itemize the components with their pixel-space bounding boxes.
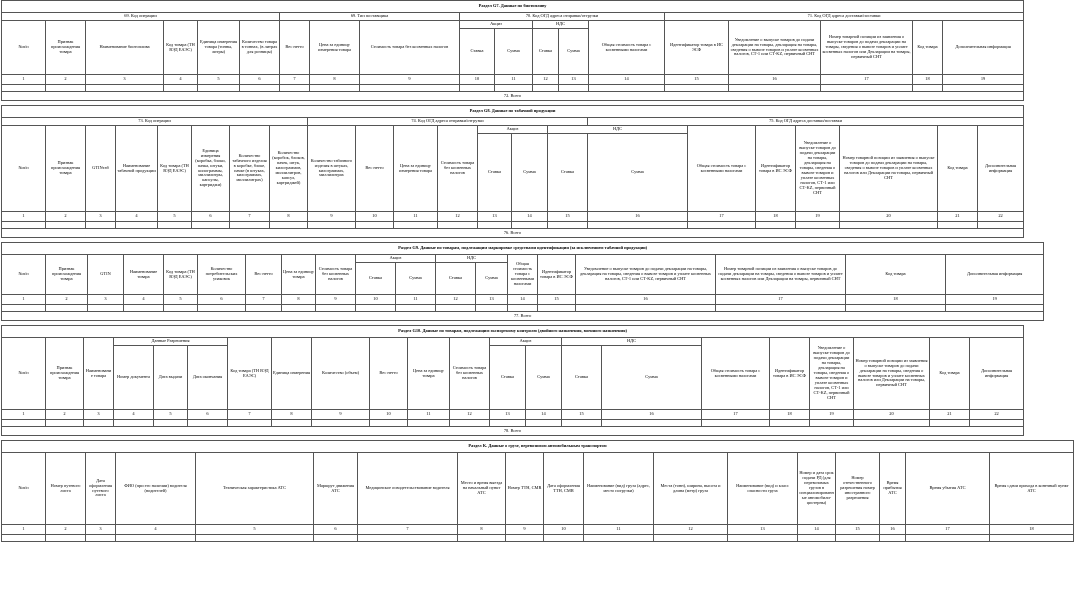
g8-num: 19	[796, 212, 840, 222]
g7-num: 6	[240, 75, 280, 85]
g10-num: 19	[810, 410, 854, 420]
g9-col-n: №п/п	[2, 255, 46, 295]
k-col-arrival: Время прибытия АТС	[880, 453, 906, 525]
g7-group-fuel-type: 69. Тип поставщика	[280, 13, 460, 21]
k-num: 15	[836, 525, 880, 535]
g9-col-vat-rate: Ставка	[436, 263, 476, 295]
k-col-route: Маршрут движения АТС	[314, 453, 358, 525]
g8-col-ex-sum: Сумма	[512, 134, 548, 212]
g8-col-price: Цена за единицу измерения товара	[394, 126, 438, 212]
g10-col-notice: Уведомление о выпуске товаров до подачи декларации на товары, декларация на товары, сведения о вывозе товаров и уплате косвенных налогов, СТ-1 или СТ-KZ, первичный СНТ	[810, 338, 854, 410]
g7-num: 4	[164, 75, 198, 85]
g7-col-extra: Дополнительная информация	[943, 21, 1024, 75]
g10-col-ex-sum: Сумма	[526, 346, 562, 410]
g8-col-cost: Стоимость товара без косвенных налогов	[438, 126, 478, 212]
g8-col-qty-items: Количество табачного изделия в штуках, килограммах, миллилитрах	[308, 126, 356, 212]
g10-col-qty: Количество (объем)	[312, 338, 370, 410]
g8-num: 6	[192, 212, 230, 222]
k-col-places: Места (тонн), ширина, высота и длина (метр) груза	[654, 453, 728, 525]
g10-num: 9	[312, 410, 370, 420]
g8-num: 22	[978, 212, 1024, 222]
form-page	[1, 0, 1069, 542]
k-num: 13	[728, 525, 798, 535]
g7-group-excise: Акциз	[460, 21, 533, 29]
k-num: 4	[116, 525, 196, 535]
k-col-ttn-date: Дата оформления ТТН, CMR	[544, 453, 584, 525]
g8-group-ogd-dest: 75. Код ОГД адреса доставки/поставки	[588, 118, 1024, 126]
g7-col-net: Вес нетто	[280, 21, 310, 75]
g9-num: 7	[246, 295, 282, 305]
g8-col-code: Код товара (ТН ВЭД ЕАЭС)	[158, 126, 192, 212]
g7-num: 7	[280, 75, 310, 85]
g7-group-vat: НДС	[533, 21, 589, 29]
g7-col-goods-code: Код товара	[913, 21, 943, 75]
g10-col-unit: Единица измерения	[272, 338, 312, 410]
g7-data-row	[2, 85, 1024, 92]
g9-group-vat: НДС	[436, 255, 508, 263]
g8-col-is-esf: Идентификатор товара в ИС ЭСФ	[756, 126, 796, 212]
g9-col-vat-sum: Сумма	[476, 263, 508, 295]
g10-num: 2	[46, 410, 84, 420]
g10-num: 6	[188, 410, 228, 420]
g9-col-extra: Дополнительная информация	[946, 255, 1044, 295]
g7-col-name: Наименование биотоплива	[86, 21, 164, 75]
g9-col-is-esf: Идентификатор товара в ИС ЭСФ	[538, 255, 576, 295]
g8-col-n: №п/п	[2, 126, 46, 212]
g9-number-row	[2, 295, 1044, 305]
g8-num: 17	[688, 212, 756, 222]
g10-num: 21	[930, 410, 970, 420]
g9-data-row	[2, 305, 1044, 312]
g8-num: 20	[840, 212, 938, 222]
g10-col-vat-rate: Ставка	[562, 346, 602, 410]
k-num: 6	[314, 525, 358, 535]
g9-num: 14	[508, 295, 538, 305]
g9-col-notice: Уведомление о выпуске товаров до подачи декларации на товары, декларация на товары, сведения о вывозе товаров и уплате косвенных налогов, СТ-1 или СТ-KZ, первичный СНТ	[576, 255, 716, 295]
g7-num: 13	[559, 75, 589, 85]
k-number-row	[2, 525, 1074, 535]
g9-group-excise: Акциз	[356, 255, 436, 263]
g7-group-op: 69. Код операции	[2, 13, 280, 21]
g10-col-net: Вес нетто	[370, 338, 408, 410]
g7-col-total: Общая стоимость товара с косвенными налогами	[589, 21, 665, 75]
g8-num: 9	[308, 212, 356, 222]
g10-num: 14	[526, 410, 562, 420]
g9-num: 15	[538, 295, 576, 305]
g10-total: 78. Всего	[2, 427, 1024, 436]
g9-col-name: Наименование товара	[124, 255, 164, 295]
g10-col-n: №п/п	[2, 338, 46, 410]
g9-num: 5	[164, 295, 198, 305]
g8-col-goods-code: Код товара	[938, 126, 978, 212]
g7-col-vat-rate: Ставка	[533, 29, 559, 75]
section-g8-table	[1, 105, 1024, 238]
g7-col-vat-sum: Сумма	[559, 29, 589, 75]
g8-num: 10	[356, 212, 394, 222]
g8-num: 1	[2, 212, 46, 222]
g8-col-notice: Уведомление о выпуске товаров до подачи декларации на товары, декларация на товары, сведения о вывозе товаров и уплате косвенных налогов, СТ-1 или СТ-KZ, первичный СНТ	[796, 126, 840, 212]
g8-col-qty-pack: Количество (коробок, блоков, пачек, штук, килограммов, миллилитров, капсул, картриджей)	[270, 126, 308, 212]
g9-num: 18	[846, 295, 946, 305]
k-num: 12	[654, 525, 728, 535]
g10-num: 15	[562, 410, 602, 420]
g8-col-qty-box: Количество табачного изделия в коробке, блоке, пачке (в штуках, килограммах, миллилитрах)	[230, 126, 270, 212]
g10-col-expiry: Дата окончания	[188, 346, 228, 410]
g7-num: 2	[46, 75, 86, 85]
g9-num: 17	[716, 295, 846, 305]
g7-num: 19	[943, 75, 1024, 85]
g8-col-vat-sum: Сумма	[588, 134, 688, 212]
k-col-medical: Медицинское освидетельствование водителя	[358, 453, 458, 525]
g10-num: 17	[702, 410, 770, 420]
k-col-vehicle: Техническая характеристика АТС	[196, 453, 314, 525]
g10-num: 20	[854, 410, 930, 420]
g8-group-ogd-ship: 74. Код ОГД адреса отправки/отгрузки	[308, 118, 588, 126]
k-col-departure: Время убытия АТС	[906, 453, 990, 525]
g10-num: 10	[370, 410, 408, 420]
g8-num: 3	[86, 212, 116, 222]
g7-group-ogd-ship: 70. Код ОГД адреса отправки/отгрузки	[460, 13, 665, 21]
g7-col-unit: Единица измерения товара (тонны, литры)	[198, 21, 240, 75]
g9-col-ex-rate: Ставка	[356, 263, 396, 295]
g9-num: 8	[282, 295, 316, 305]
g9-total: 77. Всего	[2, 312, 1044, 321]
g9-num: 4	[124, 295, 164, 305]
section-g9-table	[1, 242, 1044, 321]
g8-num: 8	[270, 212, 308, 222]
g9-num: 1	[2, 295, 46, 305]
g8-num: 13	[478, 212, 512, 222]
g7-group-ogd-dest: 71. Код ОГД адреса доставки/поставки	[665, 13, 1024, 21]
k-col-n: №п/п	[2, 453, 46, 525]
k-num: 1	[2, 525, 46, 535]
g8-num: 2	[46, 212, 86, 222]
g8-num: 14	[512, 212, 548, 222]
g9-col-goods-pos: Номер товарной позиции из заявления о выпуске товаров до подачи декларации на товары, сведения о вывозе товаров и уплате косвенных налогов или Декларации на товары, первичный СНТ	[716, 255, 846, 295]
g9-num: 12	[436, 295, 476, 305]
g8-num: 15	[548, 212, 588, 222]
g9-num: 6	[198, 295, 246, 305]
k-num: 5	[196, 525, 314, 535]
g9-col-cost: Стоимость товара без косвенных налогов	[316, 255, 356, 295]
g9-num: 13	[476, 295, 508, 305]
g10-col-origin: Признак происхождения товара	[46, 338, 84, 410]
g10-group-vat: НДС	[562, 338, 702, 346]
g9-col-code: Код товара (ТН ВЭД ЕАЭС)	[164, 255, 198, 295]
g8-col-origin: Признак происхождения товара	[46, 126, 86, 212]
g7-num: 1	[2, 75, 46, 85]
k-col-waybill-no: Номер путевого листа	[46, 453, 86, 525]
g7-col-ex-sum: Сумма	[495, 29, 533, 75]
g7-col-is-esf: Идентификатор товара в ИС ЭСФ	[665, 21, 729, 75]
g7-col-n: №п/п	[2, 21, 46, 75]
k-num: 9	[506, 525, 544, 535]
k-col-perm-no: Номер и дата срок подачи РД (для перевозимых грузов в специализированные автомобили-цистерны)	[798, 453, 836, 525]
g8-col-gtin: GTINтаб	[86, 126, 116, 212]
g8-col-ex-rate: Ставка	[478, 134, 512, 212]
g7-col-ex-rate: Ставка	[460, 29, 495, 75]
g10-num: 13	[490, 410, 526, 420]
k-col-driver: ФИО (при его наличии) водителя (водителей)	[116, 453, 196, 525]
g8-col-extra: Дополнительная информация	[978, 126, 1024, 212]
g8-num: 12	[438, 212, 478, 222]
g8-num: 16	[588, 212, 688, 222]
g7-num: 8	[310, 75, 360, 85]
section-g10-title: Раздел G10. Данные по товарам, подлежащим экспортному контролю (двойного назначения, военного назначения)	[2, 326, 1024, 338]
g10-col-vat-sum: Сумма	[602, 346, 702, 410]
g8-group-vat: НДС	[548, 126, 688, 134]
g7-col-cost: Стоимость товара без косвенных налогов	[360, 21, 460, 75]
k-num: 14	[798, 525, 836, 535]
g10-col-total: Общая стоимость товара с косвенными налогами	[702, 338, 770, 410]
g10-num: 18	[770, 410, 810, 420]
g10-num: 7	[228, 410, 272, 420]
g7-col-code: Код товара (ТН ВЭД ЕАЭС)	[164, 21, 198, 75]
g8-col-total: Общая стоимость товара с косвенными налогами	[688, 126, 756, 212]
g10-num: 5	[154, 410, 188, 420]
k-col-perm-foreign: Номер отечественного разрешения номер иностранного разрешения	[836, 453, 880, 525]
g10-col-extra: Дополнительная информация	[970, 338, 1024, 410]
g9-num: 2	[46, 295, 88, 305]
g7-num: 17	[821, 75, 913, 85]
g10-number-row	[2, 410, 1024, 420]
g9-col-total: Общая стоимость товара с косвенными налогами	[508, 255, 538, 295]
g9-col-origin: Признак происхождения товара	[46, 255, 88, 295]
g10-col-goods-pos: Номер товарной позиции из заявления о выпуске товаров до подачи декларации на товары, сведения о вывозе товаров и уплате косвенных налогов или Декларации на товары, первичный СНТ	[854, 338, 930, 410]
g10-num: 1	[2, 410, 46, 420]
g9-num: 19	[946, 295, 1044, 305]
g10-num: 16	[602, 410, 702, 420]
k-num: 7	[358, 525, 458, 535]
g8-group-excise: Акциз	[478, 126, 548, 134]
g7-num: 10	[460, 75, 495, 85]
section-g10-table	[1, 325, 1024, 436]
g10-num: 8	[272, 410, 312, 420]
g7-col-goods-pos: Номер товарной позиции из заявления о выпуске товаров до подачи декларации на товары, сведения о вывозе товаров и уплате косвенных налогов или Декларации на товары, первичный СНТ	[821, 21, 913, 75]
g7-num: 18	[913, 75, 943, 85]
g8-num: 21	[938, 212, 978, 222]
g9-col-gtin: GTIN	[88, 255, 124, 295]
g7-total: 72. Всего	[2, 92, 1024, 101]
k-num: 3	[86, 525, 116, 535]
g7-num: 3	[86, 75, 164, 85]
g8-col-name: Наименование табачной продукции	[116, 126, 158, 212]
section-k-table	[1, 440, 1074, 542]
g8-num: 5	[158, 212, 192, 222]
k-num: 17	[906, 525, 990, 535]
g8-col-goods-pos: Номер товарной позиции из заявления о выпуске товаров до подачи декларации на товары, сведения о вывозе товаров и уплате косвенных налогов или Декларации на товары, первичный СНТ	[840, 126, 938, 212]
g10-num: 3	[84, 410, 114, 420]
g7-num: 16	[729, 75, 821, 85]
k-col-handover: Время сдачи прихода в конечный пункт АТС	[990, 453, 1074, 525]
g9-col-ex-sum: Сумма	[396, 263, 436, 295]
g10-num: 22	[970, 410, 1024, 420]
g8-col-net: Вес нетто	[356, 126, 394, 212]
g10-col-issue: Дата выдачи	[154, 346, 188, 410]
g8-col-unit: Единица измерения (коробка, блоки, пачка, штуки, килограммы, миллилитры, капсулы, картриджи)	[192, 126, 230, 212]
g9-num: 3	[88, 295, 124, 305]
g7-number-row	[2, 75, 1024, 85]
g10-col-cost: Стоимость товара без косвенных налогов	[450, 338, 490, 410]
k-num: 10	[544, 525, 584, 535]
g9-col-goods-code: Код товара	[846, 255, 946, 295]
section-g7-title: Раздел G7. Данные по биотопливу	[2, 1, 1024, 13]
g10-num: 11	[408, 410, 450, 420]
g8-number-row	[2, 212, 1024, 222]
g9-num: 16	[576, 295, 716, 305]
g9-num: 10	[356, 295, 396, 305]
section-g9-title: Раздел G9. Данные по товарам, подлежащим маркировке средствами идентификации (за исключением табачной продукции)	[2, 243, 1044, 255]
g8-group-op: 73. Код операции	[2, 118, 308, 126]
k-col-cargo-name: Наименование (вид) груза (адрес, место погрузки)	[584, 453, 654, 525]
g9-col-price: Цена за единицу товара	[282, 255, 316, 295]
g10-col-ex-rate: Ставка	[490, 346, 526, 410]
g8-data-row	[2, 222, 1024, 229]
g8-num: 18	[756, 212, 796, 222]
g10-group-excise: Акциз	[490, 338, 562, 346]
g10-group-permit: Данные Разрешения	[114, 338, 228, 346]
g8-num: 7	[230, 212, 270, 222]
section-k-title: Раздел K. Данные о грузе, перевозимом автомобильным транспортом	[2, 441, 1074, 453]
g8-col-vat-rate: Ставка	[548, 134, 588, 212]
k-num: 18	[990, 525, 1074, 535]
g7-col-qty: Количество товара в тоннах, (в литрах для розницы)	[240, 21, 280, 75]
g7-num: 9	[360, 75, 460, 85]
g7-num: 15	[665, 75, 729, 85]
g9-num: 11	[396, 295, 436, 305]
g9-num: 9	[316, 295, 356, 305]
g10-col-is-esf: Идентификатор товара в ИС ЭСФ	[770, 338, 810, 410]
g10-data-row	[2, 420, 1024, 427]
g7-col-notice: Уведомление о выпуске товаров до подачи декларации на товары, декларация на товары, сведения о вывозе товаров и уплате косвенных налогов, СТ-1 или СТ-KZ, первичный СНТ	[729, 21, 821, 75]
k-col-depart-place: Место и время выезда на начальный пункт АТС	[458, 453, 506, 525]
g8-num: 11	[394, 212, 438, 222]
g10-col-doc-no: Номер документа	[114, 346, 154, 410]
k-col-waybill-date: Дата оформления путевого листа	[86, 453, 116, 525]
g8-total: 76. Всего	[2, 229, 1024, 238]
k-data-row	[2, 535, 1074, 542]
k-col-danger-class: Наименование (вид) и класс опасности груза	[728, 453, 798, 525]
k-col-ttn-no: Номер ТТН, CMR	[506, 453, 544, 525]
g7-num: 11	[495, 75, 533, 85]
k-num: 2	[46, 525, 86, 535]
g7-col-price: Цена за единицу измерения товара	[310, 21, 360, 75]
g10-col-goods-code: Код товара	[930, 338, 970, 410]
section-g8-title: Раздел G8. Данные по табачной продукции	[2, 106, 1024, 118]
g7-num: 14	[589, 75, 665, 85]
g10-col-code: Код товара (ТН ВЭД ЕАЭС)	[228, 338, 272, 410]
g10-col-name: Наименование товара	[84, 338, 114, 410]
g7-col-origin: Признак происхождения товара	[46, 21, 86, 75]
g7-num: 5	[198, 75, 240, 85]
k-num: 11	[584, 525, 654, 535]
g7-num: 12	[533, 75, 559, 85]
g9-col-qty-pack: Количество потребительских упаковок	[198, 255, 246, 295]
section-g7-table	[1, 0, 1024, 101]
g10-num: 4	[114, 410, 154, 420]
k-num: 8	[458, 525, 506, 535]
k-num: 16	[880, 525, 906, 535]
g9-col-net: Вес нетто	[246, 255, 282, 295]
g8-num: 4	[116, 212, 158, 222]
g10-col-price: Цена за единицу товара	[408, 338, 450, 410]
g10-num: 12	[450, 410, 490, 420]
